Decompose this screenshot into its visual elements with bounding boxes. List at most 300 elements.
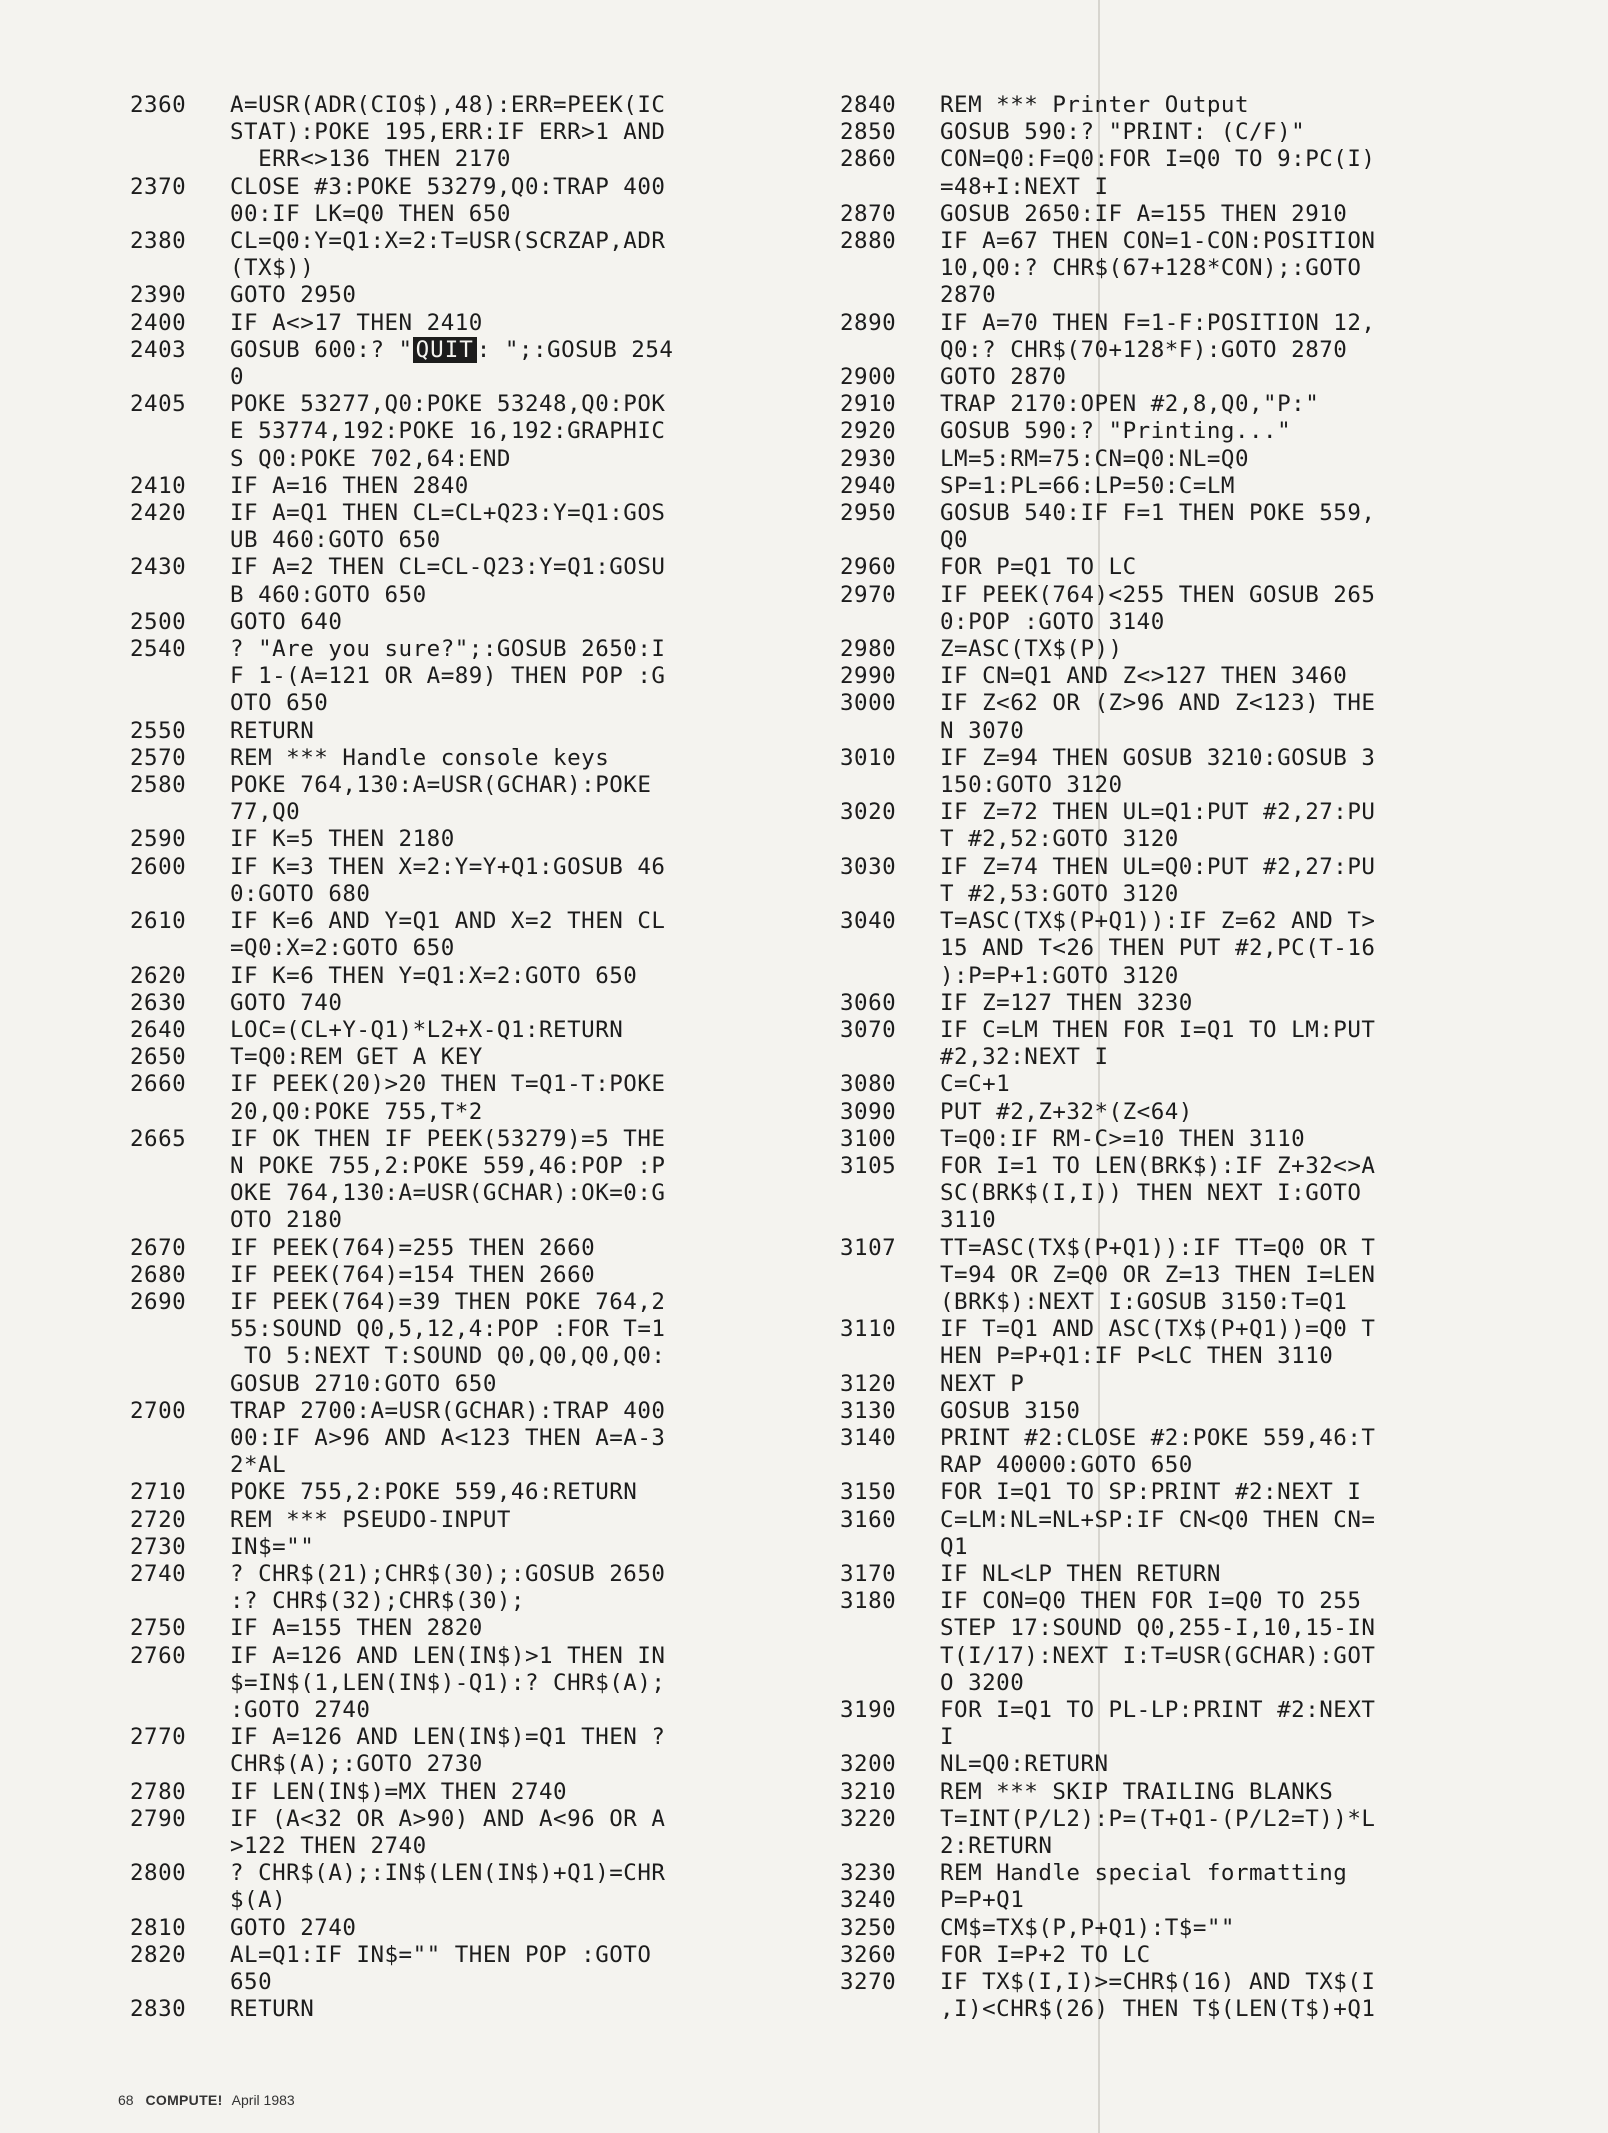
line-number: 3180 bbox=[840, 1588, 897, 1615]
listing-line bbox=[840, 1507, 1540, 1534]
line-code: NL=Q0:RETURN bbox=[940, 1751, 1109, 1778]
listing-line bbox=[130, 1017, 835, 1044]
listing-line bbox=[130, 1534, 835, 1561]
listing-line bbox=[840, 1262, 1540, 1289]
line-number: 3230 bbox=[840, 1860, 897, 1887]
line-number: 2380 bbox=[130, 228, 187, 255]
line-number bbox=[840, 963, 940, 990]
listing-line bbox=[840, 826, 1540, 853]
line-number: 3010 bbox=[840, 744, 897, 771]
line-code: >122 THEN 2740 bbox=[230, 1833, 427, 1859]
listing-line bbox=[840, 1343, 1540, 1370]
line-code: IF C=LM THEN FOR I=Q1 TO LM:PUT bbox=[940, 1016, 1376, 1043]
line-code: IF A=126 AND LEN(IN$)>1 THEN IN bbox=[230, 1642, 666, 1669]
listing-line bbox=[130, 745, 835, 772]
line-number: 2590 bbox=[130, 826, 187, 853]
listing-line bbox=[840, 1044, 1540, 1071]
line-number bbox=[130, 799, 230, 826]
line-code: LM=5:RM=75:CN=Q0:NL=Q0 bbox=[940, 445, 1250, 472]
line-code: CL=Q0:Y=Q1:X=2:T=USR(SCRZAP,ADR bbox=[230, 228, 666, 255]
listing-line bbox=[130, 554, 835, 581]
line-code: F 1-(A=121 OR A=89) THEN POP :G bbox=[230, 663, 666, 690]
line-number bbox=[840, 255, 940, 282]
line-number: 3130 bbox=[840, 1397, 897, 1424]
line-code: GOTO 2870 bbox=[940, 364, 1067, 391]
line-code: C=C+1 bbox=[940, 1071, 1011, 1098]
line-code: RAP 40000:GOTO 650 bbox=[940, 1452, 1193, 1479]
listing-line bbox=[130, 1479, 835, 1506]
line-code: T=ASC(TX$(P+Q1)):IF Z=62 AND T> bbox=[940, 908, 1376, 935]
line-code: 00:IF A>96 AND A<123 THEN A=A-3 bbox=[230, 1424, 666, 1451]
line-number bbox=[840, 1724, 940, 1751]
line-number: 2410 bbox=[130, 472, 187, 499]
line-number bbox=[130, 1833, 230, 1860]
listing-line bbox=[130, 1860, 835, 1887]
listing-line bbox=[130, 1887, 835, 1914]
listing-line bbox=[130, 1044, 835, 1071]
listing-line bbox=[130, 1371, 835, 1398]
listing-line bbox=[840, 1099, 1540, 1126]
line-number: 2660 bbox=[130, 1071, 187, 1098]
listing-line bbox=[840, 255, 1540, 282]
line-code: GOSUB 590:? "PRINT: (C/F)" bbox=[940, 119, 1306, 146]
line-number bbox=[840, 1833, 940, 1860]
line-code: E 53774,192:POKE 16,192:GRAPHIC bbox=[230, 418, 666, 445]
listing-line bbox=[130, 1507, 835, 1534]
line-code: IF TX$(I,I)>=CHR$(16) AND TX$(I bbox=[940, 1969, 1376, 1996]
line-number: 3190 bbox=[840, 1696, 897, 1723]
listing-line bbox=[840, 745, 1540, 772]
line-code: OKE 764,130:A=USR(GCHAR):OK=0:G bbox=[230, 1180, 666, 1207]
listing-line bbox=[130, 1126, 835, 1153]
line-number: 2880 bbox=[840, 228, 897, 255]
line-number bbox=[130, 364, 230, 391]
listing-line bbox=[130, 1915, 835, 1942]
line-number: 2403 bbox=[130, 336, 187, 363]
line-code: O 3200 bbox=[940, 1669, 1025, 1696]
listing-line bbox=[840, 1697, 1540, 1724]
listing-line bbox=[840, 1289, 1540, 1316]
listing-line bbox=[130, 935, 835, 962]
line-number bbox=[130, 1425, 230, 1452]
listing-line bbox=[130, 609, 835, 636]
listing-line bbox=[130, 1561, 835, 1588]
listing-line bbox=[840, 1751, 1540, 1778]
line-number: 2910 bbox=[840, 391, 897, 418]
line-code: OTO 2180 bbox=[230, 1207, 343, 1234]
line-code: FOR I=Q1 TO PL-LP:PRINT #2:NEXT bbox=[940, 1696, 1376, 1723]
line-code: :GOTO 2740 bbox=[230, 1696, 371, 1723]
line-code: C=LM:NL=NL+SP:IF CN<Q0 THEN CN= bbox=[940, 1506, 1376, 1533]
line-code: T #2,52:GOTO 3120 bbox=[940, 826, 1179, 853]
line-number: 3080 bbox=[840, 1071, 897, 1098]
line-number bbox=[840, 1643, 940, 1670]
listing-line bbox=[130, 364, 835, 391]
listing-line bbox=[840, 908, 1540, 935]
line-number: 3110 bbox=[840, 1316, 897, 1343]
line-number: 2960 bbox=[840, 554, 897, 581]
listing-line bbox=[840, 1316, 1540, 1343]
line-code: P=P+Q1 bbox=[940, 1887, 1025, 1914]
line-number bbox=[130, 881, 230, 908]
listing-line bbox=[130, 1969, 835, 1996]
listing-line bbox=[840, 337, 1540, 364]
listing-line bbox=[840, 92, 1540, 119]
line-code: SC(BRK$(I,I)) THEN NEXT I:GOTO bbox=[940, 1180, 1362, 1207]
line-code: 20,Q0:POKE 755,T*2 bbox=[230, 1098, 483, 1125]
issue-date: April 1983 bbox=[231, 2092, 295, 2108]
listing-line bbox=[840, 1479, 1540, 1506]
line-code: NEXT P bbox=[940, 1370, 1025, 1397]
line-code: IF K=6 THEN Y=Q1:X=2:GOTO 650 bbox=[230, 962, 638, 989]
line-number bbox=[130, 201, 230, 228]
line-number: 2580 bbox=[130, 772, 187, 799]
line-number bbox=[130, 527, 230, 554]
line-code: IF Z=127 THEN 3230 bbox=[940, 989, 1193, 1016]
listing-line bbox=[130, 527, 835, 554]
listing-line bbox=[130, 1153, 835, 1180]
listing-line bbox=[840, 799, 1540, 826]
line-code: GOTO 2950 bbox=[230, 282, 357, 309]
line-number: 2690 bbox=[130, 1288, 187, 1315]
listing-line bbox=[130, 1615, 835, 1642]
listing-line bbox=[840, 1452, 1540, 1479]
listing-line bbox=[840, 1806, 1540, 1833]
line-code: IF A=2 THEN CL=CL-Q23:Y=Q1:GOSU bbox=[230, 554, 666, 581]
listing-line bbox=[840, 1534, 1540, 1561]
line-code: 00:IF LK=Q0 THEN 650 bbox=[230, 200, 511, 227]
line-code: IF Z=72 THEN UL=Q1:PUT #2,27:PU bbox=[940, 799, 1376, 826]
line-code: REM *** PSEUDO-INPUT bbox=[230, 1506, 511, 1533]
line-number bbox=[130, 690, 230, 717]
line-number: 2980 bbox=[840, 636, 897, 663]
listing-line bbox=[840, 1779, 1540, 1806]
line-code: 15 AND T<26 THEN PUT #2,PC(T-16 bbox=[940, 935, 1376, 962]
listing-line bbox=[130, 1316, 835, 1343]
line-number: 3270 bbox=[840, 1969, 897, 1996]
listing-line bbox=[130, 582, 835, 609]
listing-line bbox=[130, 310, 835, 337]
listing-line bbox=[840, 636, 1540, 663]
line-code: IF PEEK(764)<255 THEN GOSUB 265 bbox=[940, 581, 1376, 608]
line-code: 3110 bbox=[940, 1207, 997, 1234]
line-code: S Q0:POKE 702,64:END bbox=[230, 445, 511, 472]
line-number bbox=[840, 772, 940, 799]
line-number: 2400 bbox=[130, 309, 187, 336]
line-code: 55:SOUND Q0,5,12,4:POP :FOR T=1 bbox=[230, 1316, 666, 1343]
listing-line bbox=[130, 201, 835, 228]
line-number: 3020 bbox=[840, 799, 897, 826]
line-code: TT=ASC(TX$(P+Q1)):IF TT=Q0 OR T bbox=[940, 1234, 1376, 1261]
line-code: IF CON=Q0 THEN FOR I=Q0 TO 255 bbox=[940, 1588, 1362, 1615]
line-code: 150:GOTO 3120 bbox=[940, 772, 1123, 799]
line-number: 2790 bbox=[130, 1805, 187, 1832]
listing-line bbox=[840, 282, 1540, 309]
line-code: IN$="" bbox=[230, 1533, 315, 1560]
listing-line bbox=[130, 446, 835, 473]
line-code: ? CHR$(21);CHR$(30);:GOSUB 2650 bbox=[230, 1560, 666, 1587]
line-number: 2390 bbox=[130, 282, 187, 309]
line-code: (BRK$):NEXT I:GOSUB 3150:T=Q1 bbox=[940, 1288, 1348, 1315]
line-number bbox=[130, 582, 230, 609]
listing-line bbox=[840, 310, 1540, 337]
listing-column-right bbox=[840, 92, 1540, 2023]
listing-line bbox=[840, 663, 1540, 690]
line-code: RETURN bbox=[230, 1996, 315, 2023]
line-code: B 460:GOTO 650 bbox=[230, 581, 427, 608]
listing-line bbox=[130, 473, 835, 500]
listing-line bbox=[840, 690, 1540, 717]
line-number: 3220 bbox=[840, 1805, 897, 1832]
listing-line bbox=[130, 282, 835, 309]
line-code: POKE 755,2:POKE 559,46:RETURN bbox=[230, 1479, 638, 1506]
listing-line bbox=[840, 881, 1540, 908]
listing-line bbox=[130, 963, 835, 990]
line-code: IF LEN(IN$)=MX THEN 2740 bbox=[230, 1778, 568, 1805]
line-number bbox=[840, 1670, 940, 1697]
line-number bbox=[840, 826, 940, 853]
line-code: IF A=70 THEN F=1-F:POSITION 12, bbox=[940, 309, 1376, 336]
line-code: T=INT(P/L2):P=(T+Q1-(P/L2=T))*L bbox=[940, 1805, 1376, 1832]
listing-line bbox=[130, 1751, 835, 1778]
line-code: GOSUB 2710:GOTO 650 bbox=[230, 1370, 497, 1397]
line-code: A=USR(ADR(CIO$),48):ERR=PEEK(IC bbox=[230, 92, 666, 118]
line-code: IF (A<32 OR A>90) AND A<96 OR A bbox=[230, 1805, 666, 1832]
line-number: 2610 bbox=[130, 908, 187, 935]
line-number: 2500 bbox=[130, 608, 187, 635]
line-code: CHR$(A);:GOTO 2730 bbox=[230, 1751, 483, 1778]
line-number bbox=[130, 1670, 230, 1697]
listing-line bbox=[840, 1425, 1540, 1452]
line-code: TRAP 2170:OPEN #2,8,Q0,"P:" bbox=[940, 391, 1320, 418]
line-code: POKE 53277,Q0:POKE 53248,Q0:POK bbox=[230, 391, 666, 418]
line-code: N POKE 755,2:POKE 559,46:POP :P bbox=[230, 1152, 666, 1179]
listing-line bbox=[130, 418, 835, 445]
line-number: 2700 bbox=[130, 1397, 187, 1424]
line-code: TO 5:NEXT T:SOUND Q0,Q0,Q0,Q0: bbox=[230, 1343, 666, 1370]
line-code: 10,Q0:? CHR$(67+128*CON);:GOTO bbox=[940, 255, 1362, 282]
listing-line bbox=[840, 500, 1540, 527]
listing-line bbox=[840, 1724, 1540, 1751]
listing-line bbox=[840, 1207, 1540, 1234]
listing-line bbox=[840, 1371, 1540, 1398]
line-number: 2810 bbox=[130, 1914, 187, 1941]
listing-line bbox=[840, 854, 1540, 881]
line-code: SP=1:PL=66:LP=50:C=LM bbox=[940, 472, 1235, 499]
listing-line bbox=[840, 582, 1540, 609]
line-code: Q1 bbox=[940, 1533, 969, 1560]
line-number bbox=[840, 337, 940, 364]
magazine-name: COMPUTE! bbox=[145, 2092, 223, 2108]
line-code: GOSUB 540:IF F=1 THEN POKE 559, bbox=[940, 500, 1376, 527]
line-code: ,I)<CHR$(26) THEN T$(LEN(T$)+Q1 bbox=[940, 1996, 1376, 2023]
line-number: 3200 bbox=[840, 1751, 897, 1778]
listing-line bbox=[130, 228, 835, 255]
line-number bbox=[840, 1534, 940, 1561]
line-code: T=94 OR Z=Q0 OR Z=13 THEN I=LEN bbox=[940, 1261, 1376, 1288]
line-number: 2370 bbox=[130, 173, 187, 200]
line-code: 0:POP :GOTO 3140 bbox=[940, 608, 1165, 635]
line-code: REM Handle special formatting bbox=[940, 1860, 1348, 1887]
line-code: IF A=67 THEN CON=1-CON:POSITION bbox=[940, 228, 1376, 255]
line-number bbox=[130, 1180, 230, 1207]
line-number: 3260 bbox=[840, 1941, 897, 1968]
line-number: 2620 bbox=[130, 962, 187, 989]
line-number bbox=[130, 255, 230, 282]
listing-line bbox=[130, 337, 835, 364]
listing-line bbox=[130, 636, 835, 663]
inverse-video-text: QUIT bbox=[413, 337, 477, 363]
line-number bbox=[130, 1969, 230, 1996]
line-number bbox=[840, 718, 940, 745]
listing-line bbox=[840, 963, 1540, 990]
listing-line bbox=[130, 1207, 835, 1234]
listing-line bbox=[840, 554, 1540, 581]
line-number: 3120 bbox=[840, 1370, 897, 1397]
line-code: GOTO 640 bbox=[230, 608, 343, 635]
line-number: 2800 bbox=[130, 1860, 187, 1887]
line-number bbox=[130, 418, 230, 445]
line-number: 2750 bbox=[130, 1615, 187, 1642]
listing-line bbox=[840, 1017, 1540, 1044]
line-number bbox=[840, 935, 940, 962]
listing-line bbox=[840, 1615, 1540, 1642]
listing-line bbox=[130, 500, 835, 527]
line-number bbox=[130, 119, 230, 146]
listing-line bbox=[130, 1806, 835, 1833]
listing-line bbox=[840, 1887, 1540, 1914]
line-code: PUT #2,Z+32*(Z<64) bbox=[940, 1098, 1193, 1125]
line-code: GOSUB 3150 bbox=[940, 1397, 1081, 1424]
listing-line bbox=[840, 1126, 1540, 1153]
listing-line bbox=[130, 1262, 835, 1289]
listing-line bbox=[130, 799, 835, 826]
line-number: 2900 bbox=[840, 364, 897, 391]
listing-line bbox=[840, 772, 1540, 799]
listing-line bbox=[130, 1996, 835, 2023]
line-code: IF K=3 THEN X=2:Y=Y+Q1:GOSUB 46 bbox=[230, 853, 666, 880]
line-code: HEN P=P+Q1:IF P<LC THEN 3110 bbox=[940, 1343, 1334, 1370]
line-number: 2760 bbox=[130, 1642, 187, 1669]
page-number: 68 bbox=[118, 2092, 134, 2108]
line-code: IF A=126 AND LEN(IN$)=Q1 THEN ? bbox=[230, 1724, 666, 1751]
line-number: 2770 bbox=[130, 1724, 187, 1751]
line-code: (TX$)) bbox=[230, 255, 315, 282]
line-code: ? CHR$(A);:IN$(LEN(IN$)+Q1)=CHR bbox=[230, 1860, 666, 1887]
line-number bbox=[130, 1207, 230, 1234]
line-number bbox=[840, 1615, 940, 1642]
line-number bbox=[840, 881, 940, 908]
line-number: 2670 bbox=[130, 1234, 187, 1261]
line-number: 2860 bbox=[840, 146, 897, 173]
listing-line bbox=[840, 1942, 1540, 1969]
line-number: 3210 bbox=[840, 1778, 897, 1805]
line-number: 2430 bbox=[130, 554, 187, 581]
listing-line bbox=[130, 1724, 835, 1751]
line-number: 2360 bbox=[130, 92, 187, 118]
line-code: IF NL<LP THEN RETURN bbox=[940, 1560, 1221, 1587]
line-number: 2720 bbox=[130, 1506, 187, 1533]
line-code: ? "Are you sure?";:GOSUB 2650:I bbox=[230, 636, 666, 663]
listing-column-left bbox=[130, 92, 835, 2023]
listing-line bbox=[130, 1099, 835, 1126]
line-code: IF PEEK(764)=255 THEN 2660 bbox=[230, 1234, 596, 1261]
line-number bbox=[130, 1099, 230, 1126]
listing-line bbox=[130, 1452, 835, 1479]
line-number: 3090 bbox=[840, 1098, 897, 1125]
listing-line bbox=[840, 1153, 1540, 1180]
line-number bbox=[840, 609, 940, 636]
line-number: 2870 bbox=[840, 200, 897, 227]
line-number: 2850 bbox=[840, 119, 897, 146]
line-number: 2740 bbox=[130, 1560, 187, 1587]
line-number: 3250 bbox=[840, 1914, 897, 1941]
line-code: =Q0:X=2:GOTO 650 bbox=[230, 935, 455, 962]
listing-line bbox=[130, 1180, 835, 1207]
line-number: 2970 bbox=[840, 581, 897, 608]
listing-line bbox=[130, 1343, 835, 1370]
line-code: IF Z=74 THEN UL=Q0:PUT #2,27:PU bbox=[940, 853, 1376, 880]
line-code: FOR P=Q1 TO LC bbox=[940, 554, 1137, 581]
line-number bbox=[840, 1262, 940, 1289]
line-number: 2540 bbox=[130, 636, 187, 663]
line-number: 2680 bbox=[130, 1261, 187, 1288]
listing-line bbox=[130, 772, 835, 799]
line-code: CM$=TX$(P,P+Q1):T$="" bbox=[940, 1914, 1235, 1941]
line-code: RETURN bbox=[230, 717, 315, 744]
line-number bbox=[840, 1343, 940, 1370]
line-number bbox=[130, 663, 230, 690]
line-code: GOTO 2740 bbox=[230, 1914, 357, 1941]
line-number: 3000 bbox=[840, 690, 897, 717]
line-number: 2780 bbox=[130, 1778, 187, 1805]
line-code: ERR<>136 THEN 2170 bbox=[230, 146, 511, 173]
line-code: IF A=155 THEN 2820 bbox=[230, 1615, 483, 1642]
line-code: IF PEEK(764)=154 THEN 2660 bbox=[230, 1261, 596, 1288]
listing-line bbox=[130, 1588, 835, 1615]
line-code: IF A=Q1 THEN CL=CL+Q23:Y=Q1:GOS bbox=[230, 500, 666, 527]
line-code: IF PEEK(20)>20 THEN T=Q1-T:POKE bbox=[230, 1071, 666, 1098]
line-number: 3160 bbox=[840, 1506, 897, 1533]
line-number bbox=[130, 935, 230, 962]
line-number: 2840 bbox=[840, 92, 897, 118]
line-number: 2820 bbox=[130, 1941, 187, 1968]
page-footer bbox=[118, 2092, 295, 2108]
listing-line bbox=[840, 1833, 1540, 1860]
line-code: $=IN$(1,LEN(IN$)-Q1):? CHR$(A); bbox=[230, 1669, 666, 1696]
line-code: STEP 17:SOUND Q0,255-I,10,15-IN bbox=[940, 1615, 1376, 1642]
line-code: UB 460:GOTO 650 bbox=[230, 527, 441, 554]
listing-line bbox=[130, 1398, 835, 1425]
listing-line bbox=[840, 990, 1540, 1017]
listing-line bbox=[130, 1235, 835, 1262]
line-code: IF K=6 AND Y=Q1 AND X=2 THEN CL bbox=[230, 908, 666, 935]
line-code: :? CHR$(32);CHR$(30); bbox=[230, 1588, 525, 1615]
listing-line bbox=[130, 174, 835, 201]
line-code: IF OK THEN IF PEEK(53279)=5 THE bbox=[230, 1125, 666, 1152]
line-code: GOSUB 590:? "Printing..." bbox=[940, 418, 1292, 445]
listing-line bbox=[840, 364, 1540, 391]
line-number bbox=[840, 282, 940, 309]
line-number bbox=[130, 1343, 230, 1370]
line-code: AL=Q1:IF IN$="" THEN POP :GOTO bbox=[230, 1941, 652, 1968]
line-code: IF T=Q1 AND ASC(TX$(P+Q1))=Q0 T bbox=[940, 1316, 1376, 1343]
line-code: ):P=P+1:GOTO 3120 bbox=[940, 962, 1179, 989]
line-number: 3107 bbox=[840, 1234, 897, 1261]
line-code: 2:RETURN bbox=[940, 1833, 1053, 1859]
line-number: 3105 bbox=[840, 1152, 897, 1179]
listing-line bbox=[840, 1235, 1540, 1262]
